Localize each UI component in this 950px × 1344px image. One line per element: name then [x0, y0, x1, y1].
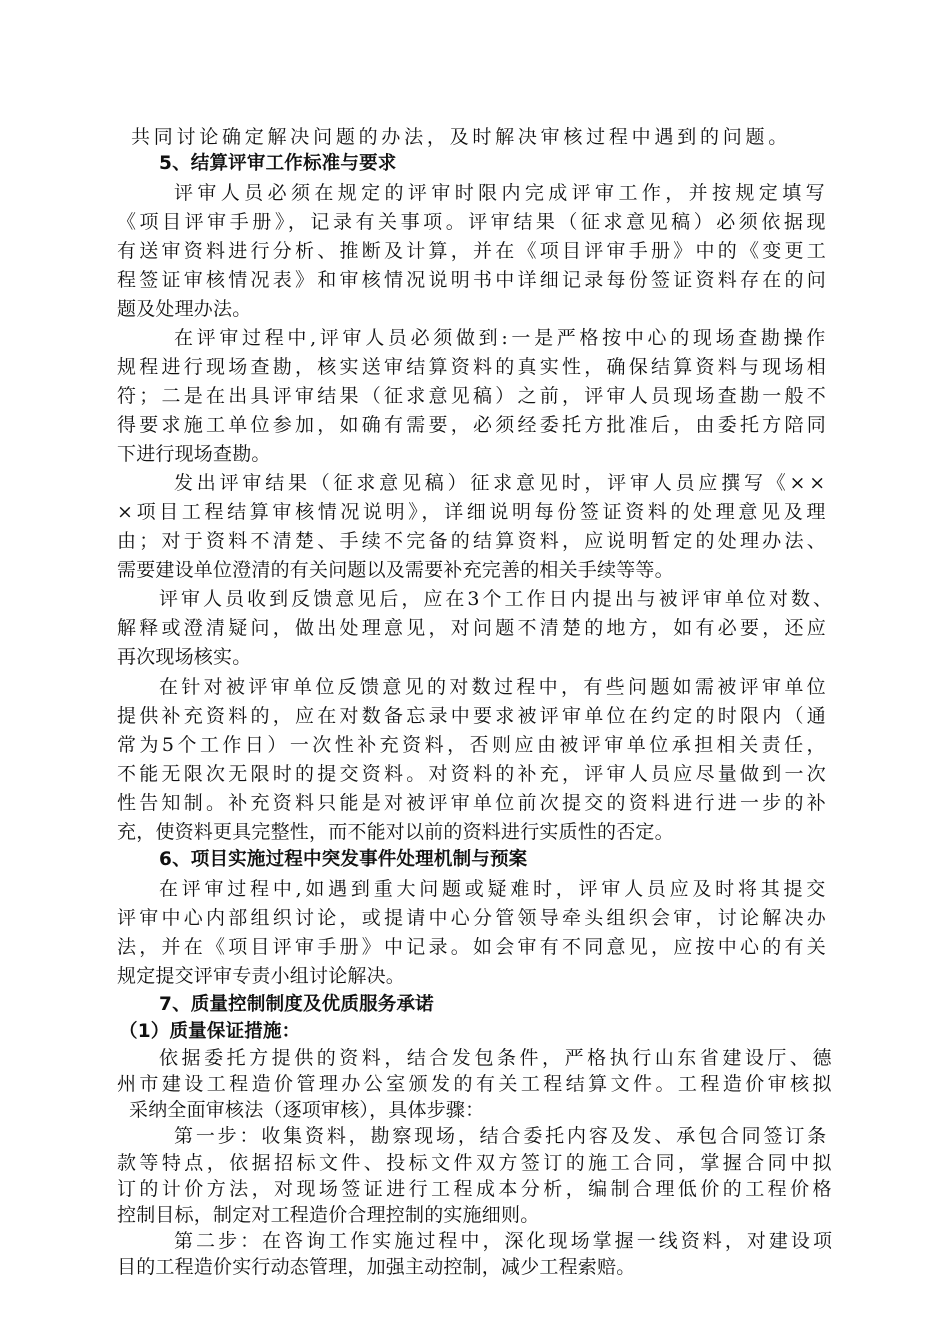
text-line: ×项目工程结算审核情况说明》，详细说明每份签证资料的处理意见及理 — [117, 501, 829, 523]
text-line: 符；二是在出具评审结果（征求意见稿）之前，评审人员现场查勘一般不 — [117, 385, 829, 407]
text-line: 由；对于资料不清楚、手续不完备的结算资料，应说明暂定的处理办法、 — [117, 530, 829, 552]
subsection-heading-1: （1）质量保证措施： — [119, 1021, 301, 1042]
text-line: 法，并在《项目评审手册》中记录。如会审有不同意见，应按中心的有关 — [117, 936, 829, 958]
text-line: 采纳全面审核法（逐项审核），具体步骤： — [129, 1099, 485, 1121]
text-line: 需要建设单位澄清的有关问题以及需要补充完善的相关手续等等。 — [117, 559, 674, 581]
section-heading-6: 6、项目实施过程中突发事件处理机制与预案 — [159, 849, 528, 870]
text-line: 第一步：收集资料，勘察现场，结合委托内容及发、承包合同签订条 — [174, 1125, 829, 1147]
text-line: 评审人员收到反馈意见后，应在3个工作日内提出与被评审单位对数、 — [159, 588, 835, 610]
text-line: 下进行现场查勘。 — [117, 443, 271, 465]
text-line: 有送审资料进行分析、推断及计算，并在《项目评审手册》中的《变更工 — [117, 240, 829, 262]
text-line: 款等特点，依据招标文件、投标文件双方签订的施工合同，掌握合同中拟 — [117, 1152, 835, 1174]
text-line: 性告知制。补充资料只能是对被评审单位前次提交的资料进行进一步的补 — [117, 792, 829, 814]
text-line: 订的计价方法，对现场签证进行工程成本分析，编制合理低价的工程价格 — [117, 1178, 835, 1200]
text-line: 提供补充资料的，应在对数备忘录中要求被评审单位在约定的时限内（通 — [117, 705, 829, 727]
text-line: 充，使资料更具完整性，而不能对以前的资料进行实质性的否定。 — [117, 821, 674, 843]
text-line: 不能无限次无限时的提交资料。对资料的补充，评审人员应尽量做到一次 — [117, 763, 829, 785]
text-line: 规程进行现场查勘，核实送审结算资料的真实性，确保结算资料与现场相 — [117, 356, 829, 378]
text-line: 在针对被评审单位反馈意见的对数过程中，有些问题如需被评审单位 — [159, 676, 829, 698]
text-line: 第二步：在咨询工作实施过程中，深化现场掌握一线资料，对建设项 — [174, 1230, 835, 1252]
text-line: 解释或澄清疑问，做出处理意见，对问题不清楚的地方，如有必要，还应 — [117, 617, 829, 639]
text-line: 依据委托方提供的资料，结合发包条件，严格执行山东省建设厅、德 — [159, 1047, 835, 1069]
text-line: 控制目标，制定对工程造价合理控制的实施细则。 — [117, 1204, 540, 1226]
text-line: 发出评审结果（征求意见稿）征求意见时，评审人员应撰写《×× — [174, 472, 829, 494]
text-line: 常为5个工作日）一次性补充资料，否则应由被评审单位承担相关责任， — [117, 734, 829, 756]
text-line: 评审中心内部组织讨论，或提请中心分管领导牵头组织会审，讨论解决办 — [117, 907, 829, 929]
text-line: 评审人员必须在规定的评审时限内完成评审工作，并按规定填写 — [174, 182, 829, 204]
text-line: 在评审过程中,如遇到重大问题或疑难时，评审人员应及时将其提交 — [159, 878, 829, 900]
text-line: 《项目评审手册》，记录有关事项。评审结果（征求意见稿）必须依据现 — [117, 211, 829, 233]
text-line: 再次现场核实。 — [117, 646, 252, 668]
text-line: 题及处理办法。 — [117, 298, 252, 320]
text-line: 目的工程造价实行动态管理，加强主动控制，减少工程索赔。 — [117, 1256, 636, 1278]
text-line: 规定提交评审专责小组讨论解决。 — [117, 965, 406, 987]
section-heading-5: 5、结算评审工作标准与要求 — [159, 153, 397, 174]
text-line: 在评审过程中,评审人员必须做到:一是严格按中心的现场查勘操作 — [174, 327, 829, 349]
text-line: 共同讨论确定解决问题的办法，及时解决审核过程中遇到的问题。 — [131, 126, 791, 148]
text-line: 州市建设工程造价管理办公室颁发的有关工程结算文件。工程造价审核拟 — [117, 1073, 835, 1095]
text-line: 得要求施工单位参加，如确有需要，必须经委托方批准后，由委托方陪同 — [117, 414, 829, 436]
text-line: 程签证审核情况表》和审核情况说明书中详细记录每份签证资料存在的问 — [117, 269, 829, 291]
section-heading-7: 7、质量控制制度及优质服务承诺 — [159, 994, 434, 1015]
